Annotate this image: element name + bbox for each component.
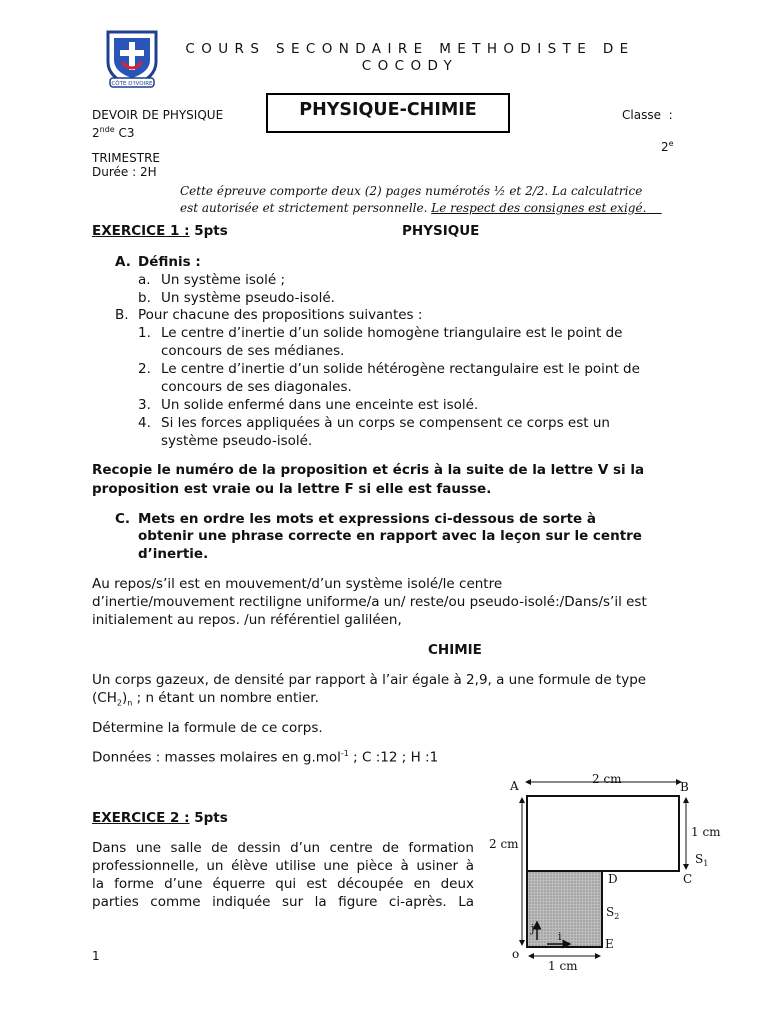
list-item: b. <box>138 290 151 306</box>
origin-o: o <box>512 947 520 961</box>
proposition-text: Un solide enfermé dans une enceinte est isolé. <box>161 397 479 413</box>
exercise2-heading: EXERCICE 2 : 5pts <box>92 810 228 826</box>
proposition-text: système pseudo-isolé. <box>161 433 313 449</box>
vertex-b: B <box>680 780 689 794</box>
exercise1-heading: EXERCICE 1 : 5pts <box>92 223 228 239</box>
subject-title: PHYSIQUE-CHIMIE <box>299 100 477 120</box>
notice-line2: est autorisée et strictement personnelle. Le respect des consignes est exigé. <box>180 201 647 215</box>
duration-label: Durée : 2H <box>92 165 157 179</box>
exercise2-text: professionnelle, un élève utilise une pièce à usiner à <box>92 858 474 874</box>
classe-label: Classe : <box>622 108 673 122</box>
upper-rectangle <box>527 796 679 871</box>
vertex-d: D <box>608 872 618 886</box>
shaded-square-s2 <box>527 871 602 947</box>
part-c-text: Mets en ordre les mots et expressions ci-dessous de sorte à <box>138 511 597 527</box>
chimie-text-line1: Un corps gazeux, de densité par rapport à l’air égale à 2,9, a une formule de type <box>92 672 647 688</box>
vertex-e: E <box>605 937 614 951</box>
words-line: initialement au repos. /un référentiel galiléen, <box>92 612 402 628</box>
part-c-marker: C. <box>115 511 131 527</box>
chimie-formula-line: $(CH_2)_n$ ; n étant un nombre entier. <box>92 690 319 708</box>
part-c-text: d’inertie. <box>138 546 209 562</box>
part-b-marker: B. <box>115 307 129 323</box>
page-number: 1 <box>92 949 100 963</box>
proposition-number: 2. <box>138 361 151 377</box>
exercise2-text: la forme d’une équerre qui est découpée en deux <box>92 876 474 892</box>
chimie-data: Données : masses molaires en g.mol$^{-1}$ ; C :12 ; H :1 <box>92 749 439 766</box>
proposition-number: 1. <box>138 325 151 341</box>
left-dimension-label: 2 cm <box>489 837 519 851</box>
svg-text:CÔTE D'IVOIRE: CÔTE D'IVOIRE <box>111 81 153 87</box>
school-name-line2: COCODY <box>361 58 459 74</box>
instruction-line2: proposition est vraie ou la lettre F si elle est fausse. <box>92 481 492 497</box>
part-a-marker: A. <box>115 254 131 270</box>
proposition-text: concours de ses diagonales. <box>161 379 352 395</box>
proposition-text: Le centre d’inertie d’un solide homogène triangulaire est le point de <box>161 325 623 341</box>
proposition-text: Le centre d’inertie d’un solide hétérogène rectangulaire est le point de <box>161 361 640 377</box>
proposition-text: Si les forces appliquées à un corps se compensent ce corps est un <box>161 415 610 431</box>
bottom-dimension-label: 1 cm <box>548 959 578 973</box>
s1-label: $S_1$ <box>695 852 709 868</box>
list-item: a. <box>138 272 151 288</box>
level-label: 2nde C3 <box>92 125 135 140</box>
chimie-question: Détermine la formule de ce corps. <box>92 720 323 736</box>
words-line: Au repos/s’il est en mouvement/d’un système isolé/le centre <box>92 576 503 592</box>
devoir-label: DEVOIR DE PHYSIQUE <box>92 108 224 122</box>
school-logo <box>100 28 164 90</box>
trimestre-label: TRIMESTRE <box>92 151 161 165</box>
subject-title-box <box>266 93 510 133</box>
right-dimension-label: 1 cm <box>691 825 721 839</box>
school-name-line1: COURS SECONDAIRE METHODISTE DE <box>185 41 635 57</box>
s2-label: $S_2$ <box>606 905 620 921</box>
proposition-number: 4. <box>138 415 151 431</box>
list-item-text: Un système pseudo-isolé. <box>161 290 335 306</box>
exercise2-text: parties comme indiquée sur la figure ci-après. La <box>92 894 474 910</box>
chimie-heading: CHIMIE <box>428 642 482 658</box>
instruction-line1: Recopie le numéro de la proposition et écris à la suite de la lettre V si la <box>92 462 645 478</box>
notice-line1: Cette épreuve comporte deux (2) pages numérotés ½ et 2/2. La calculatrice <box>180 184 643 198</box>
square-figure <box>484 770 730 974</box>
top-dimension-label: 2 cm <box>592 772 622 786</box>
vertex-c: C <box>683 872 693 886</box>
exercise2-text: Dans une salle de dessin d’un centre de formation <box>92 840 474 856</box>
school-name <box>160 41 660 75</box>
vector-j-label: j <box>531 922 535 935</box>
proposition-text: concours de ses médianes. <box>161 343 345 359</box>
part-c-text: obtenir une phrase correcte en rapport avec la leçon sur le centre <box>138 528 642 544</box>
proposition-number: 3. <box>138 397 151 413</box>
vertex-a: A <box>510 779 519 793</box>
words-line: d’inertie/mouvement rectiligne uniforme/a un/ reste/ou pseudo-isolé:/Dans/s’il est <box>92 594 647 610</box>
list-item-text: Un système isolé ; <box>161 272 286 288</box>
part-a-title: Définis : <box>138 254 201 270</box>
vector-i-label: i <box>558 930 562 943</box>
part-b-title: Pour chacune des propositions suivantes : <box>138 307 423 323</box>
physique-heading: PHYSIQUE <box>402 223 480 239</box>
classe-value: 2e <box>661 139 674 154</box>
